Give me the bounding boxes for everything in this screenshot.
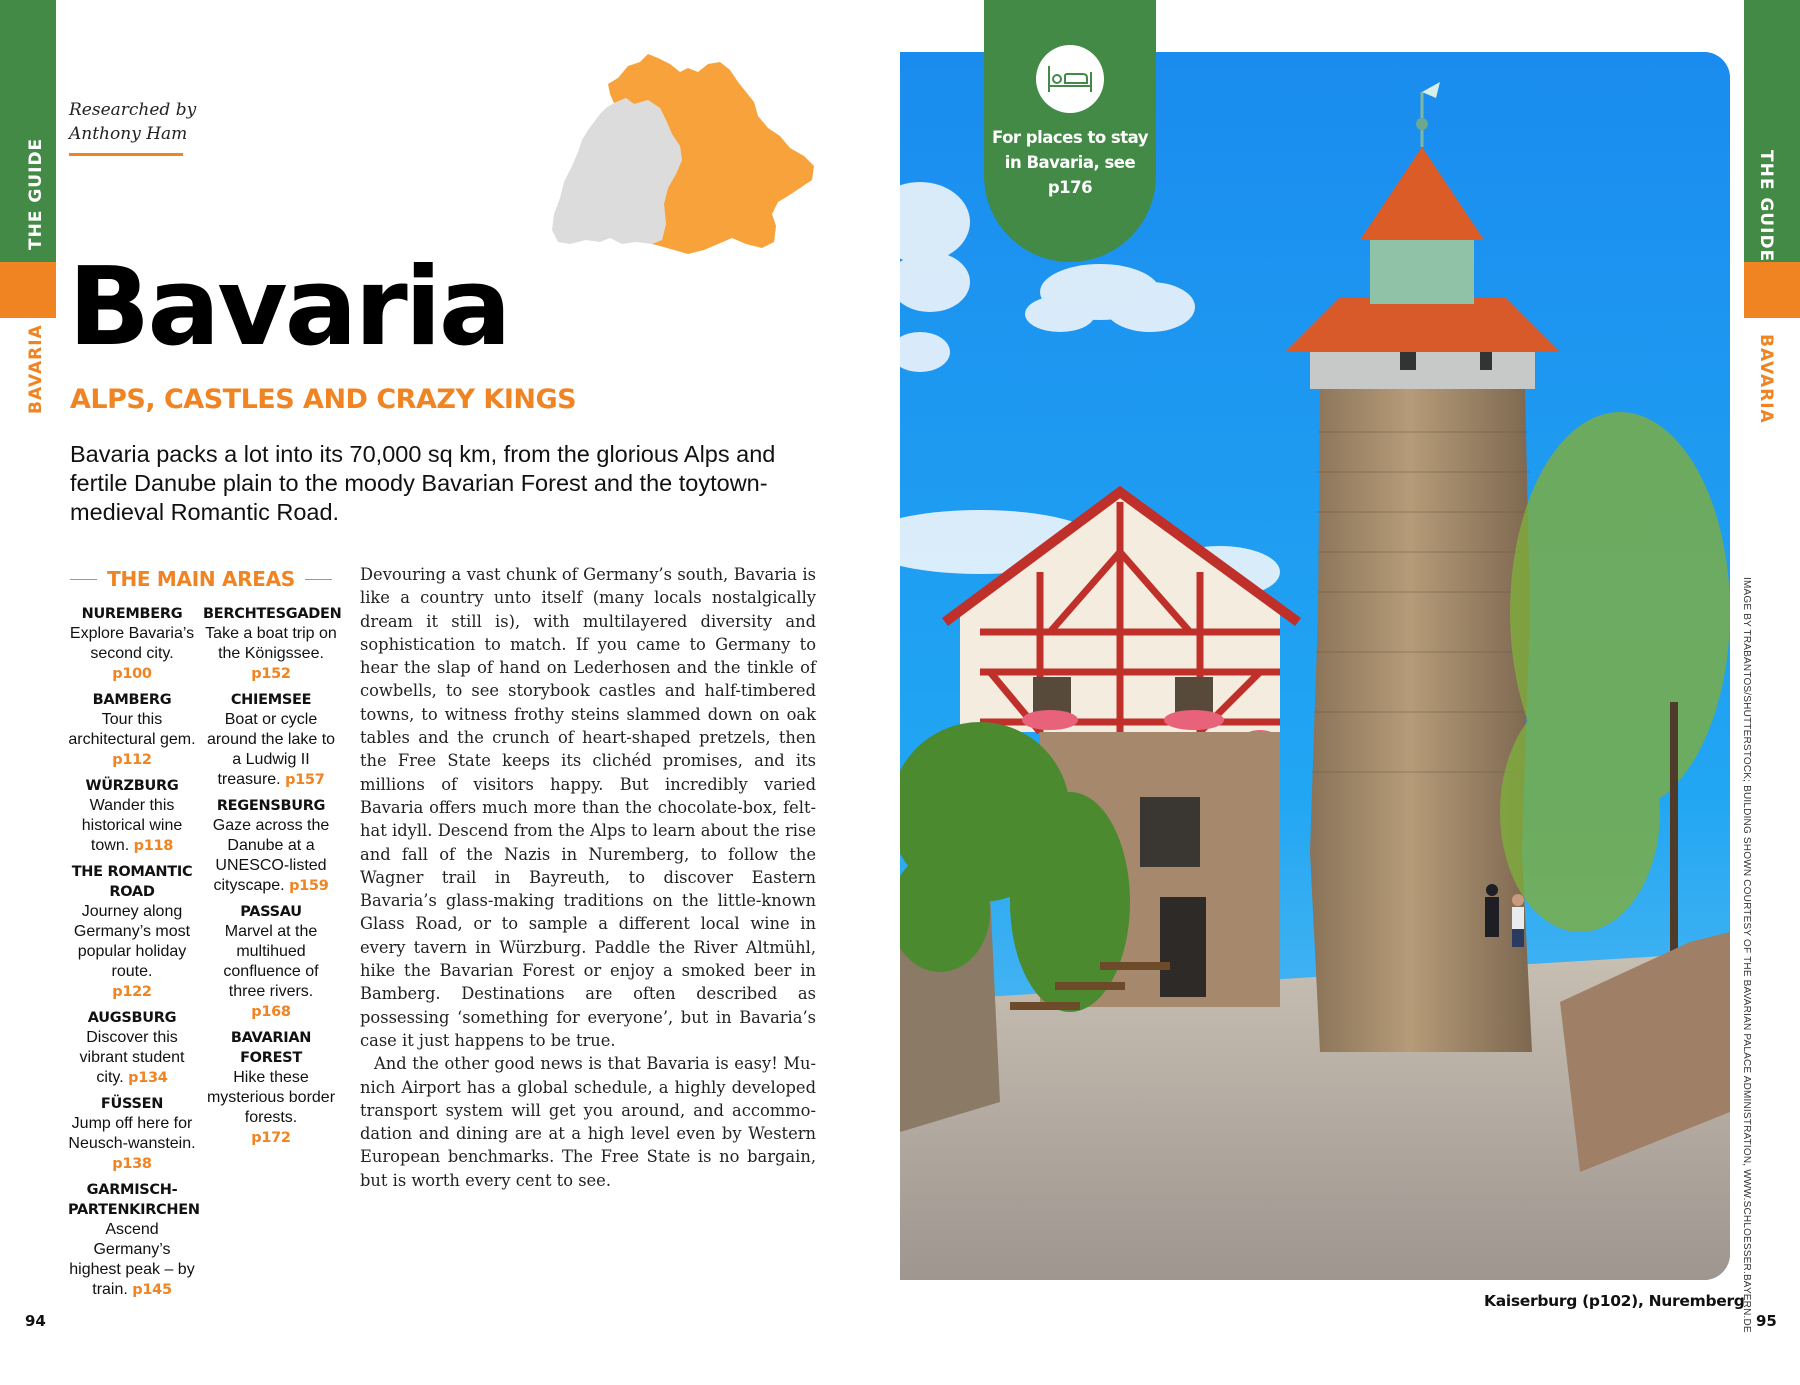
- chapter-title: Bavaria: [68, 245, 509, 370]
- stay-line-2: in Bavaria, see: [1004, 153, 1136, 172]
- main-areas-column-2: [203, 604, 342, 1154]
- area-item: [203, 902, 339, 1022]
- area-item: [68, 862, 196, 1002]
- main-areas-title: THE MAIN AREAS: [107, 567, 295, 591]
- heading-rule-right: [305, 579, 332, 580]
- section-tab-label-right: THE GUIDE: [1756, 150, 1776, 263]
- stay-line-1: For places to stay: [991, 128, 1149, 147]
- area-description: Take a boat trip on the Königssee.: [205, 625, 337, 662]
- area-description: Wander this historical wine town.: [81, 797, 183, 854]
- area-name: CHIEMSEE: [230, 692, 312, 708]
- section-tab-right: [1744, 0, 1800, 262]
- area-item: [68, 1180, 200, 1300]
- bed-icon: [1047, 64, 1093, 94]
- page-number-right: 95: [1756, 1312, 1777, 1330]
- chapter-tab-label-left: BAVARIA: [26, 324, 46, 414]
- area-page-link[interactable]: p152: [251, 666, 291, 682]
- area-name: BERCHTESGADEN: [203, 606, 342, 622]
- area-description: Marvel at the multihued confluence of three rivers.: [223, 923, 319, 1000]
- places-to-stay-text: [984, 125, 1156, 200]
- area-name: NUREMBERG: [81, 606, 183, 622]
- researcher-credit: [69, 98, 196, 146]
- area-item: [68, 690, 196, 770]
- area-description: Gaze across the Danube at a UNESCO-listed cityscape.: [212, 817, 330, 894]
- researched-by-label: Researched by: [69, 100, 197, 120]
- photo-caption: Kaiserburg (p102), Nuremberg: [1484, 1292, 1745, 1310]
- area-name: GARMISCH-PARTENKIRCHEN: [68, 1182, 200, 1218]
- bed-icon-circle: [1036, 45, 1104, 113]
- locator-map: [548, 48, 818, 258]
- area-page-link[interactable]: p134: [128, 1070, 168, 1086]
- area-page-link[interactable]: p172: [251, 1130, 291, 1146]
- area-description: Journey along Germany’s most popular holiday route.: [73, 903, 191, 980]
- section-tab-label: THE GUIDE: [26, 137, 46, 250]
- area-page-link[interactable]: p112: [112, 752, 152, 768]
- area-description: Ascend Germany’s highest peak – by train.: [69, 1221, 195, 1298]
- area-item: [203, 604, 342, 684]
- area-page-link[interactable]: p168: [251, 1004, 291, 1020]
- main-areas-column-1: [68, 604, 200, 1306]
- area-item: [68, 1008, 196, 1088]
- body-paragraph-2: And the other good news is that Bavaria is easy! Munich Airport has a global schedule, a highly developed transport system will get you around, and accommodation and dining are at a high level even by Western European benchmarks. The Free State is no bargain, but is worth every cent to see.: [360, 1054, 816, 1190]
- area-name: BAMBERG: [92, 692, 172, 708]
- stay-page-link[interactable]: p176: [1047, 178, 1093, 197]
- area-page-link[interactable]: p122: [112, 984, 152, 1000]
- area-page-link[interactable]: p100: [112, 666, 152, 682]
- area-name: THE ROMANTIC ROAD: [71, 864, 193, 900]
- area-page-link[interactable]: p159: [289, 878, 329, 894]
- area-item: [68, 776, 196, 856]
- places-to-stay-badge[interactable]: [984, 0, 1156, 262]
- main-areas-heading: [70, 566, 332, 592]
- area-description: Explore Bavaria’s second city.: [69, 625, 195, 662]
- area-description: Tour this architectural gem.: [68, 711, 196, 748]
- body-paragraph-1: Devouring a vast chunk of Germany’s south, Bavaria is like a country unto itself (many locals nostalgically dream it still is), with multilayered diversity and sophistication to match. If you came to Germany to hear the slap of hand on Lederhosen and the tinkle of cowbells, to see storybook castles and half-timbered towns, to witness frothy steins slammed down on oak tables and the crunch of heart-shaped pretzels, then the Free State keeps its clichéd promises, and its millions of visitors happy. But incredibly varied Bavaria offers much more than the chocolate-box, felt-hat idyll. Descend from the Alps to learn about the rise and fall of the Nazis in Nuremberg, to follow the Wagner trail in Bayreuth, to discover Eastern Bavaria’s glass-making traditions on the little-known Glass Road, or to sample a different local wine in every tavern in Würzburg. Paddle the River Altmühl, hike the Bavarian Forest or enjoy a smoked beer in Bamberg. Destinations are often described as possessing ‘something for everyone’, but in Bavaria’s case it just happens to be true.: [360, 565, 816, 1050]
- area-name: BAVARIAN FOREST: [230, 1030, 312, 1066]
- area-item: [68, 1094, 196, 1174]
- researcher-name: Anthony Ham: [69, 124, 188, 144]
- area-name: REGENSBURG: [216, 798, 326, 814]
- chapter-tab-left: [0, 262, 56, 318]
- section-tab-left: [0, 0, 56, 262]
- page-number-left: 94: [25, 1312, 46, 1330]
- area-item: [203, 1028, 339, 1148]
- area-item: [203, 796, 339, 896]
- body-text: [360, 563, 816, 1192]
- area-name: AUGSBURG: [87, 1010, 177, 1026]
- chapter-subtitle: ALPS, CASTLES AND CRAZY KINGS: [70, 384, 577, 415]
- map-neighbor-region: [552, 98, 682, 244]
- area-description: Hike these mysterious border forests.: [206, 1069, 336, 1126]
- area-page-link[interactable]: p118: [133, 838, 174, 854]
- photo-credit: IMAGE BY TRABANTOS/SHUTTERSTOCK; BUILDING SHOWN COURTESY OF THE BAVARIAN PALACE ADMINISTRATION, WWW.SCHLOESSER.BAYERN.DE: [1741, 577, 1752, 1333]
- area-name: WÜRZBURG: [85, 778, 179, 794]
- heading-rule-left: [70, 579, 97, 580]
- area-item: [68, 604, 196, 684]
- researcher-divider: [69, 153, 183, 156]
- area-page-link[interactable]: p157: [285, 772, 325, 788]
- chapter-tab-right: [1744, 262, 1800, 318]
- chapter-intro: Bavaria packs a lot into its 70,000 sq km, from the glorious Alps and fertile Danube plain to the moody Bavarian Forest and the toytown-medieval Romantic Road.: [70, 441, 776, 525]
- area-item: [203, 690, 339, 790]
- area-description: Boat or cycle around the lake to a Ludwig II treasure.: [206, 711, 336, 788]
- area-name: FÜSSEN: [100, 1096, 164, 1112]
- area-page-link[interactable]: p138: [112, 1156, 152, 1172]
- area-page-link[interactable]: p145: [132, 1282, 172, 1298]
- area-name: PASSAU: [240, 904, 302, 920]
- area-description: Jump off here for Neusch-wanstein.: [68, 1115, 196, 1152]
- chapter-tab-label-right: BAVARIA: [1756, 334, 1776, 424]
- area-description: Discover this vibrant student city.: [79, 1029, 185, 1086]
